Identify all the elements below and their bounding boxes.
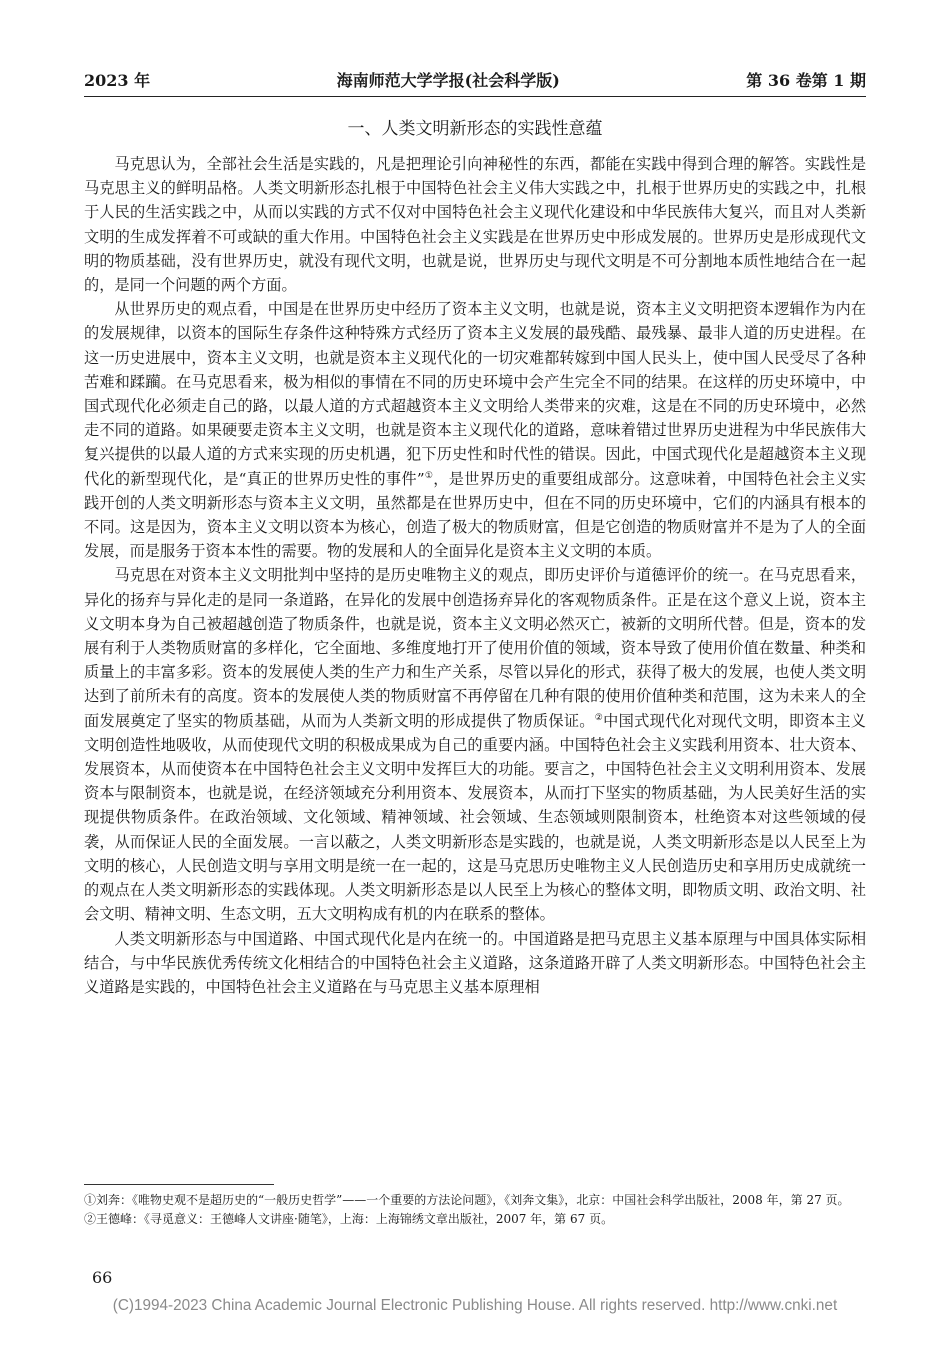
paragraph-2-text-b: ，是世界历史的重要组成部分。这意味着，中国特色社会主义实践开创的人类文明新形态与资本主义文明，虽然都是在世界历史中，但在不同的历史环境中，它们的内涵具有根本的不同。这是因为，资本主义文明以资本为核心，创造了极大的物质财富，但是它创造的物质财富并不是为了人的全面发展，而是服务于资本本性的需要。物的发展和人的全面异化是资本主义文明的本质。 [84,469,867,561]
header-divider [84,96,866,97]
footnote-ref-2[interactable]: ② [594,712,604,723]
page-number: 66 [92,1268,113,1287]
running-header [84,66,866,92]
header-year: 2023 年 [84,70,151,90]
paragraph-3 [84,563,866,926]
header-journal-title: 海南师范大学学报(社会科学版) [336,70,560,90]
footnote-1: ①刘奔：《唯物史观不是超历史的“一般历史哲学”——一个重要的方法论问题》，《刘奔文集》，北京：中国社会科学出版社，2008 年，第 27 页。 [84,1193,850,1207]
paragraph-3-text-a: 马克思在对资本主义文明批判中坚持的是历史唯物主义的观点，即历史评价与道德评价的统一。在马克思看来，异化的扬弃与异化走的是同一条道路，在异化的发展中创造扬弃异化的客观物质条件。正是在这个意义上说，资本主义文明本身为自己被超越创造了物质条件，也就是说，资本主义文明必然灭亡，被新的文明所代替。但是，资本的发展有利于人类物质财富的多样化，它全面地、多维度地打开了使用价值的领域，资本导致了使用价值在数量、种类和质量上的丰富多彩。资本的发展使人类的生产力和生产关系，尽管以异化的形式，获得了极大的发展，也使人类文明达到了前所未有的高度。资本的发展使人类的物质财富不再停留在几种有限的使用价值种类和范围，这为未来人的全面发展奠定了坚实的物质基础，从而为人类新文明的形成提供了物质保证。 [84,566,866,730]
article-body [84,152,866,999]
paragraph-3-text-b: 中国式现代化对现代文明，即资本主义文明创造性地吸收，从而使现代文明的积极成果成为自己的重要内涵。中国特色社会主义实践利用资本、壮大资本、发展资本，从而使资本在中国特色社会主义文明中发挥巨大的功能。要言之，中国特色社会主义文明利用资本、发展资本与限制资本，也就是说，在经济领域充分利用资本、发展资本，从而打下坚实的物质基础，为人民美好生活的实现提供物质条件。在政治领域、文化领域、精神领域、社会领域、生态领域则限制资本，杜绝资本对这些领域的侵袭，从而保证人民的全面发展。一言以蔽之，人类文明新形态是实践的，也就是说，人类文明新形态是以人民至上为文明的核心，人民创造文明与享用文明是统一在一起的，这是马克思历史唯物主义人民创造历史和享用历史成就统一的观点在人类文明新形态的实践体现。人类文明新形态是以人民至上为核心的整体文明，即物质文明、政治文明、社会文明、精神文明、生态文明，五大文明构成有机的内在联系的整体。 [84,711,866,924]
footnotes [84,1192,866,1230]
header-issue: 第 36 卷第 1 期 [746,70,866,90]
section-title: 一、人类文明新形态的实践性意蕴 [347,119,603,139]
footnote-divider [84,1184,274,1185]
paragraph-4: 人类文明新形态与中国道路、中国式现代化是内在统一的。中国道路是把马克思主义基本原理与中国具体实际相结合，与中华民族优秀传统文化相结合的中国特色社会主义道路，这条道路开辟了人类文明新形态。中国特色社会主义道路是实践的，中国特色社会主义道路在与马克思主义基本原理相 [84,929,866,996]
footnote-2: ②王德峰：《寻觅意义：王德峰人文讲座·随笔》，上海：上海锦绣文章出版社，2007 年，第 67 页。 [84,1212,614,1226]
paragraph-1: 马克思认为，全部社会生活是实践的，凡是把理论引向神秘性的东西，都能在实践中得到合理的解答。实践性是马克思主义的鲜明品格。人类文明新形态扎根于中国特色社会主义伟大实践之中，扎根于世界历史的实践之中，扎根于人民的生活实践之中，从而以实践的方式不仅对中国特色社会主义现代化建设和中华民族伟大复兴，而且对人类新文明的生成发挥着不可或缺的重大作用。中国特色社会主义实践是在世界历史中形成发展的。世界历史是形成现代文明的物质基础，没有世界历史，就没有现代文明，也就是说，世界历史与现代文明是不可分割地本质性地结合在一起的，是同一个问题的两个方面。 [84,155,866,295]
copyright-watermark: (C)1994-2023 China Academic Journal Electronic Publishing House. All rights reserved. http://www.cnki.net [112,1297,838,1314]
paragraph-2-text-a: 从世界历史的观点看，中国是在世界历史中经历了资本主义文明，也就是说，资本主义文明把资本逻辑作为内在的发展规律，以资本的国际生存条件这种特殊方式经历了资本主义发展的最残酷、最残暴、最非人道的历史进程。在这一历史进展中，资本主义文明，也就是资本主义现代化的一切灾难都转嫁到中国人民头上，使中国人民受尽了各种苦难和蹂躏。在马克思看来，极为相似的事情在不同的历史环境中会产生完全不同的结果。在这样的历史环境中，中国式现代化必须走自己的路，以最人道的方式超越资本主义文明给人类带来的灾难，这是在不同的历史环境中，必然走不同的道路。如果硬要走资本主义文明，也就是资本主义现代化的道路，意味着错过世界历史进程为中华民族伟大复兴提供的以最人道的方式来实现的历史机遇，犯下历史性和时代性的错误。因此，中国式现代化是超越资本主义现代化的新型现代化，是“真正的世界历史性的事件” [84,300,866,488]
paragraph-2 [84,297,866,563]
footnote-ref-1[interactable]: ① [424,470,434,481]
